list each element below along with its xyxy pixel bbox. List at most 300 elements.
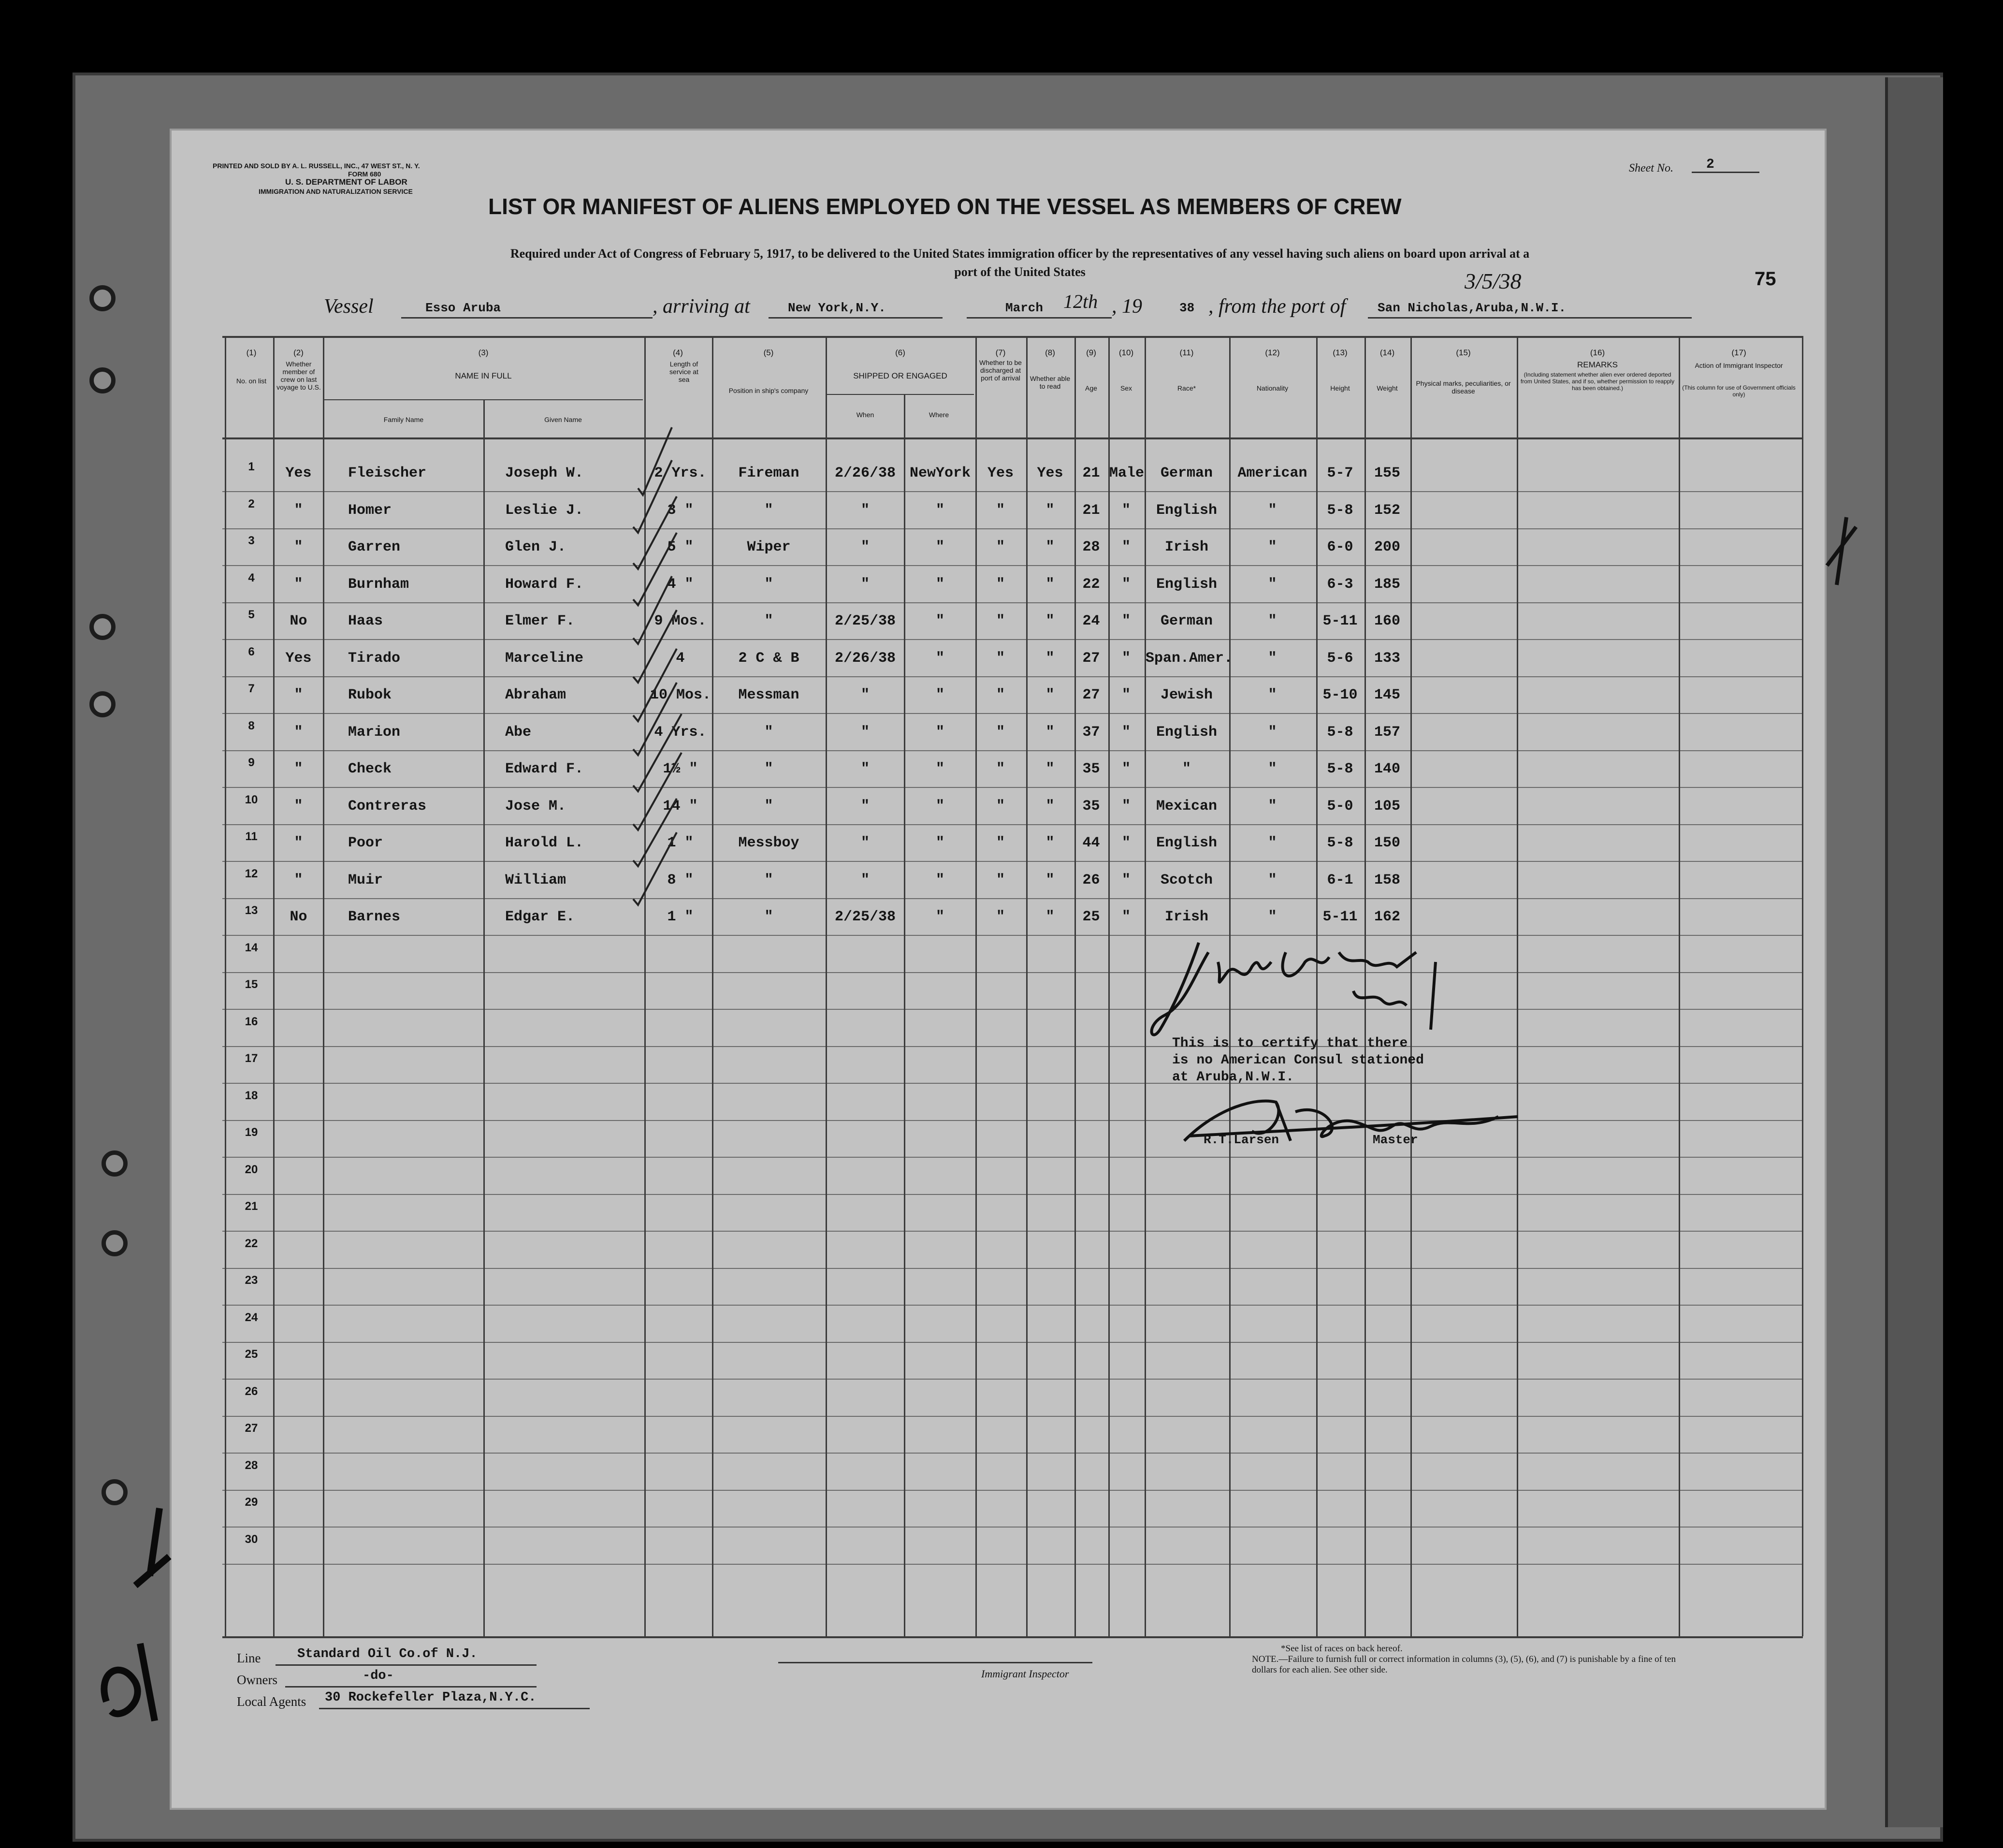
cell-position: " (764, 502, 773, 519)
cell-where: " (935, 613, 944, 629)
owners-underline (285, 1686, 537, 1688)
row-rule (222, 639, 1803, 640)
col-3-label: NAME IN FULL (455, 371, 512, 380)
cell-when: " (860, 576, 870, 593)
row-number: 28 (245, 1459, 258, 1472)
cell-given: Harold L. (505, 835, 584, 851)
cell-family: Haas (348, 613, 383, 629)
col-4-label: Length of service at sea (669, 360, 698, 383)
col-16-subtext: (Including statement whether alien ever ordered deported from United States, and if so, whether permission to reapply has been obtained.) (1520, 371, 1675, 392)
requirement-line: port of the United States (954, 265, 1086, 279)
cell-discharged: " (996, 724, 1005, 741)
agents-underline (319, 1708, 590, 1709)
row-number: 15 (245, 978, 258, 991)
cell-height: 5-6 (1327, 650, 1353, 667)
cell-nationality: " (1268, 909, 1277, 925)
row-number: 3 (248, 534, 255, 547)
col-6-label: SHIPPED OR ENGAGED (853, 371, 947, 380)
cell-height: 5-8 (1327, 724, 1353, 741)
cell-family: Homer (348, 502, 392, 519)
column-rule (273, 336, 275, 1636)
col-13-label: Height (1330, 384, 1350, 392)
cell-weight: 140 (1374, 761, 1400, 777)
cell-sex: " (1121, 576, 1131, 593)
cell-nationality: American (1237, 465, 1307, 481)
from-label: , from the port of (1208, 295, 1346, 318)
cell-height: 5-11 (1322, 909, 1358, 925)
service-line: IMMIGRATION AND NATURALIZATION SERVICE (259, 188, 413, 195)
cell-family: Fleischer (348, 465, 427, 481)
cell-read: " (1045, 761, 1055, 777)
cell-discharged: " (996, 687, 1005, 703)
cell-position: 2 C & B (738, 650, 799, 667)
cell-read: " (1045, 539, 1055, 555)
cell-age: 35 (1082, 798, 1100, 815)
col-16-label: REMARKS (1577, 360, 1618, 369)
cell-given: Howard F. (505, 576, 584, 593)
cell-nationality: " (1268, 576, 1277, 593)
row-number: 5 (248, 608, 255, 621)
line-label: Line (237, 1651, 261, 1665)
row-rule (222, 1194, 1803, 1195)
cell-when: 2/25/38 (834, 613, 896, 629)
cell-read: " (1045, 872, 1055, 888)
line-value: Standard Oil Co.of N.J. (297, 1647, 478, 1661)
cell-service: 3 " (667, 502, 694, 519)
cell-nationality: " (1268, 539, 1277, 555)
cell-age: 21 (1082, 465, 1100, 481)
certification-line: is no American Consul stationed (1172, 1053, 1424, 1068)
cell-race: Span.Amer. (1146, 650, 1233, 667)
col-1-label: No. on list (236, 377, 267, 385)
row-number: 25 (245, 1348, 258, 1361)
row-rule (222, 528, 1803, 529)
cell-age: 24 (1082, 613, 1100, 629)
column-rule (1517, 336, 1518, 1636)
sheet-number-line (1692, 172, 1759, 173)
cell-race: English (1156, 835, 1218, 851)
cell-age: 27 (1082, 687, 1100, 703)
row-rule (222, 676, 1803, 677)
cell-race: English (1156, 502, 1218, 519)
row-rule (222, 1490, 1803, 1491)
table-top-border (222, 336, 1803, 338)
cell-last-voyage: " (294, 502, 303, 519)
name-subheader-rule (324, 399, 643, 400)
col-3-num: (3) (478, 348, 489, 357)
cell-weight: 185 (1374, 576, 1400, 593)
cell-when: " (860, 502, 870, 519)
departure-port: San Nicholas,Aruba,N.W.I. (1378, 301, 1567, 315)
row-rule (222, 1083, 1803, 1084)
cell-service: 9 Mos. (654, 613, 707, 629)
cell-given: Elmer F. (505, 613, 575, 629)
cell-when: 2/26/38 (834, 465, 896, 481)
cell-nationality: " (1268, 650, 1277, 667)
row-rule (222, 1342, 1803, 1343)
cell-when: " (860, 761, 870, 777)
cell-given: Abe (505, 724, 532, 741)
cell-nationality: " (1268, 613, 1277, 629)
cell-age: 21 (1082, 502, 1100, 519)
sheet-number: 2 (1706, 157, 1714, 172)
cell-read: " (1045, 909, 1055, 925)
cell-given: Edward F. (505, 761, 584, 777)
cell-height: 5-8 (1327, 761, 1353, 777)
column-rule (826, 336, 827, 1636)
col-10-label: Sex (1120, 384, 1132, 392)
binder-hole (89, 367, 116, 393)
cell-weight: 200 (1374, 539, 1400, 555)
cell-read: Yes (1037, 465, 1063, 481)
agents-label: Local Agents (237, 1694, 306, 1709)
col-6-num: (6) (895, 348, 905, 357)
col-16-num: (16) (1590, 348, 1605, 357)
cell-age: 37 (1082, 724, 1100, 741)
column-rule (1074, 336, 1076, 1636)
cell-last-voyage: " (294, 539, 303, 555)
cell-position: Wiper (747, 539, 791, 555)
column-rule (225, 336, 226, 1636)
cell-read: " (1045, 613, 1055, 629)
row-rule (222, 1379, 1803, 1380)
cell-weight: 152 (1374, 502, 1400, 519)
cell-race: German (1160, 613, 1213, 629)
vessel-label: Vessel (324, 295, 374, 318)
cell-read: " (1045, 798, 1055, 815)
cell-weight: 150 (1374, 835, 1400, 851)
cell-service: 4 (676, 650, 685, 667)
col-5-label: Position in ship's company (728, 387, 809, 394)
col-6-when: When (856, 411, 874, 419)
cell-read: " (1045, 502, 1055, 519)
cell-age: 25 (1082, 909, 1100, 925)
col-8-label: Whether able to read (1030, 375, 1071, 390)
cell-discharged: " (996, 576, 1005, 593)
row-rule (222, 1416, 1803, 1417)
cell-given: Leslie J. (505, 502, 584, 519)
column-rule (1026, 336, 1028, 1636)
cell-race: Scotch (1160, 872, 1213, 888)
cell-given: Marceline (505, 650, 584, 667)
cell-height: 5-11 (1322, 613, 1358, 629)
cell-last-voyage: " (294, 761, 303, 777)
cell-height: 6-3 (1327, 576, 1353, 593)
row-number: 12 (245, 867, 258, 880)
row-number: 13 (245, 904, 258, 917)
row-rule (222, 972, 1803, 973)
binder-hole (89, 691, 116, 717)
row-number: 8 (248, 719, 255, 732)
cell-position: " (764, 724, 773, 741)
cell-last-voyage: Yes (285, 465, 312, 481)
row-rule (222, 1046, 1803, 1047)
col-17-subtext: (This column for use of Government officials only) (1682, 384, 1796, 398)
cell-when: " (860, 835, 870, 851)
cell-when: " (860, 687, 870, 703)
column-rule (323, 336, 324, 1636)
row-rule (222, 824, 1803, 825)
cell-given: Joseph W. (505, 465, 584, 481)
department-line: U. S. DEPARTMENT OF LABOR (285, 177, 407, 187)
row-rule (222, 898, 1803, 899)
cell-when: " (860, 798, 870, 815)
cell-race: English (1156, 576, 1218, 593)
cell-sex: " (1121, 724, 1131, 741)
cell-age: 28 (1082, 539, 1100, 555)
cell-service: 1½ " (663, 761, 698, 777)
row-number: 21 (245, 1200, 258, 1213)
cell-race: Mexican (1156, 798, 1218, 815)
binder-hole (102, 1150, 128, 1177)
cell-nationality: " (1268, 724, 1277, 741)
cell-family: Barnes (348, 909, 401, 925)
cell-age: 26 (1082, 872, 1100, 888)
cell-last-voyage: " (294, 687, 303, 703)
cell-last-voyage: " (294, 872, 303, 888)
row-number: 30 (245, 1533, 258, 1546)
row-number: 29 (245, 1496, 258, 1509)
cell-discharged: Yes (987, 465, 1014, 481)
col-12-label: Nationality (1256, 384, 1289, 392)
col-17-label: Action of Immigrant Inspector (1695, 362, 1783, 369)
column-rule (1802, 336, 1803, 1636)
vessel-underline (401, 317, 653, 319)
cell-sex: " (1121, 798, 1131, 815)
cell-given: Edgar E. (505, 909, 575, 925)
cell-discharged: " (996, 502, 1005, 519)
cell-age: 22 (1082, 576, 1100, 593)
row-rule (222, 713, 1803, 714)
arrival-underline (769, 317, 943, 319)
arrival-port: New York,N.Y. (788, 301, 886, 315)
sheet-label: Sheet No. (1629, 162, 1673, 175)
master-name: R.T.Larsen (1204, 1133, 1279, 1147)
inspector-signature (1146, 933, 1465, 1044)
cell-last-voyage: " (294, 835, 303, 851)
cell-read: " (1045, 724, 1055, 741)
cell-last-voyage: No (290, 909, 307, 925)
shipped-subheader-rule (827, 394, 974, 395)
cell-when: " (860, 539, 870, 555)
row-number: 23 (245, 1274, 258, 1287)
row-number: 7 (248, 682, 255, 695)
cell-where: " (935, 909, 944, 925)
col-15-num: (15) (1456, 348, 1471, 357)
inspector-signature-line (778, 1662, 1092, 1663)
cell-read: " (1045, 687, 1055, 703)
vessel-name: Esso Aruba (425, 301, 501, 315)
row-rule (222, 565, 1803, 566)
row-rule (222, 1157, 1803, 1158)
binder-hole (89, 614, 116, 640)
row-number: 22 (245, 1237, 258, 1250)
row-number: 24 (245, 1311, 258, 1324)
margin-pen-mark (1817, 508, 1866, 590)
arrival-day: 12th (1063, 291, 1098, 312)
row-rule (222, 1120, 1803, 1121)
cell-service: 2 Yrs. (654, 465, 707, 481)
binder-hole (89, 285, 116, 311)
form-number: FORM 680 (348, 170, 381, 178)
col-17-num: (17) (1731, 348, 1746, 357)
cell-when: " (860, 872, 870, 888)
year-prefix: , 19 (1112, 295, 1142, 318)
cell-sex: Male (1109, 465, 1145, 481)
backing-edge (1885, 77, 1943, 1827)
cell-height: 6-0 (1327, 539, 1353, 555)
row-rule (222, 1453, 1803, 1454)
header-bottom-border (222, 437, 1803, 439)
cell-weight: 155 (1374, 465, 1400, 481)
col-2-num: (2) (293, 348, 304, 357)
line-underline (276, 1664, 537, 1666)
col-6-where: Where (929, 411, 949, 419)
cell-nationality: " (1268, 872, 1277, 888)
cell-where: " (935, 576, 944, 593)
col-3-family: Family Name (383, 416, 424, 423)
row-number: 18 (245, 1089, 258, 1102)
arriving-label: , arriving at (653, 295, 750, 318)
cell-service: 10 Mos. (650, 687, 711, 703)
col-14-label: Weight (1377, 384, 1398, 392)
cell-position: " (764, 576, 773, 593)
cell-weight: 162 (1374, 909, 1400, 925)
row-number: 6 (248, 645, 255, 658)
col-2-label: Whether member of crew on last voyage to U.S. (276, 360, 321, 391)
printer-line: PRINTED AND SOLD BY A. L. RUSSELL, INC., 47 WEST ST., N. Y. (213, 162, 420, 170)
cell-family: Poor (348, 835, 383, 851)
cell-weight: 133 (1374, 650, 1400, 667)
cell-sex: " (1121, 835, 1131, 851)
col-4-num: (4) (673, 348, 683, 357)
cell-weight: 158 (1374, 872, 1400, 888)
cell-nationality: " (1268, 687, 1277, 703)
cell-height: 5-0 (1327, 798, 1353, 815)
row-number: 26 (245, 1385, 258, 1398)
cell-height: 5-7 (1327, 465, 1353, 481)
col-8-num: (8) (1045, 348, 1055, 357)
cell-height: 5-8 (1327, 502, 1353, 519)
col-13-num: (13) (1333, 348, 1348, 357)
cell-where: " (935, 835, 944, 851)
column-rule (1108, 336, 1110, 1636)
cell-position: " (764, 909, 773, 925)
master-title: Master (1373, 1133, 1418, 1147)
row-rule (222, 1527, 1803, 1528)
col-11-label: Race* (1177, 384, 1196, 392)
row-number: 4 (248, 571, 255, 584)
cell-height: 6-1 (1327, 872, 1353, 888)
cell-family: Tirado (348, 650, 401, 667)
check-marks (628, 416, 715, 962)
cell-family: Muir (348, 872, 383, 888)
page-stamp: 75 (1755, 268, 1776, 290)
cell-service: 1 " (667, 835, 694, 851)
row-number: 1 (248, 460, 255, 473)
cell-service: 8 " (667, 872, 694, 888)
cell-position: " (764, 761, 773, 777)
row-rule (222, 1231, 1803, 1232)
cell-where: " (935, 687, 944, 703)
cell-sex: " (1121, 613, 1131, 629)
table-bottom-border (222, 1636, 1803, 1638)
cell-where: " (935, 502, 944, 519)
cell-when: 2/26/38 (834, 650, 896, 667)
cell-service: 14 " (663, 798, 698, 815)
cell-given: William (505, 872, 566, 888)
row-rule (222, 1305, 1803, 1306)
cell-race: English (1156, 724, 1218, 741)
cell-where: " (935, 761, 944, 777)
row-rule (222, 1564, 1803, 1565)
cell-last-voyage: No (290, 613, 307, 629)
cell-discharged: " (996, 909, 1005, 925)
departure-underline (1368, 317, 1692, 319)
cell-discharged: " (996, 798, 1005, 815)
page-title: LIST OR MANIFEST OF ALIENS EMPLOYED ON THE VESSEL AS MEMBERS OF CREW (488, 194, 1402, 219)
certification-line: at Aruba,N.W.I. (1172, 1070, 1294, 1085)
cell-family: Garren (348, 539, 401, 555)
cell-weight: 105 (1374, 798, 1400, 815)
cell-when: 2/25/38 (834, 909, 896, 925)
row-number: 10 (245, 793, 258, 806)
row-number: 27 (245, 1422, 258, 1435)
column-rule (483, 399, 485, 1636)
cell-service: 4 Yrs. (654, 724, 707, 741)
col-9-num: (9) (1086, 348, 1096, 357)
cell-where: " (935, 724, 944, 741)
col-7-num: (7) (995, 348, 1006, 357)
cell-nationality: " (1268, 798, 1277, 815)
certification-line: This is to certify that there (1172, 1036, 1408, 1051)
cell-race: Irish (1164, 909, 1208, 925)
binder-hole (102, 1230, 128, 1256)
column-rule (975, 336, 977, 1636)
row-rule (222, 935, 1803, 936)
cell-age: 27 (1082, 650, 1100, 667)
cell-discharged: " (996, 650, 1005, 667)
arrival-month: March (1005, 301, 1044, 315)
requirement-line: Required under Act of Congress of February 5, 1917, to be delivered to the United States immigration officer by the representatives of any vessel having such aliens on board upon arrival at a (510, 247, 1530, 261)
row-rule (222, 1009, 1803, 1010)
cell-when: " (860, 724, 870, 741)
cell-given: Jose M. (505, 798, 566, 815)
cell-family: Marion (348, 724, 401, 741)
row-rule (222, 1268, 1803, 1269)
cell-family: Rubok (348, 687, 392, 703)
cell-read: " (1045, 650, 1055, 667)
date-stamp: 3/5/38 (1465, 269, 1522, 293)
owners-label: Owners (237, 1673, 277, 1687)
cell-service: 5 " (667, 539, 694, 555)
cell-last-voyage: " (294, 798, 303, 815)
column-rule (1679, 336, 1680, 1636)
col-11-num: (11) (1179, 348, 1194, 357)
row-number: 20 (245, 1163, 258, 1176)
cell-race: German (1160, 465, 1213, 481)
agents-value: 30 Rockefeller Plaza,N.Y.C. (325, 1690, 537, 1705)
cell-weight: 145 (1374, 687, 1400, 703)
cell-discharged: " (996, 872, 1005, 888)
row-number: 16 (245, 1015, 258, 1028)
cell-sex: " (1121, 502, 1131, 519)
cell-discharged: " (996, 761, 1005, 777)
cell-sex: " (1121, 687, 1131, 703)
col-9-label: Age (1085, 384, 1097, 392)
owners-value: -do- (363, 1669, 394, 1683)
cell-nationality: " (1268, 502, 1277, 519)
